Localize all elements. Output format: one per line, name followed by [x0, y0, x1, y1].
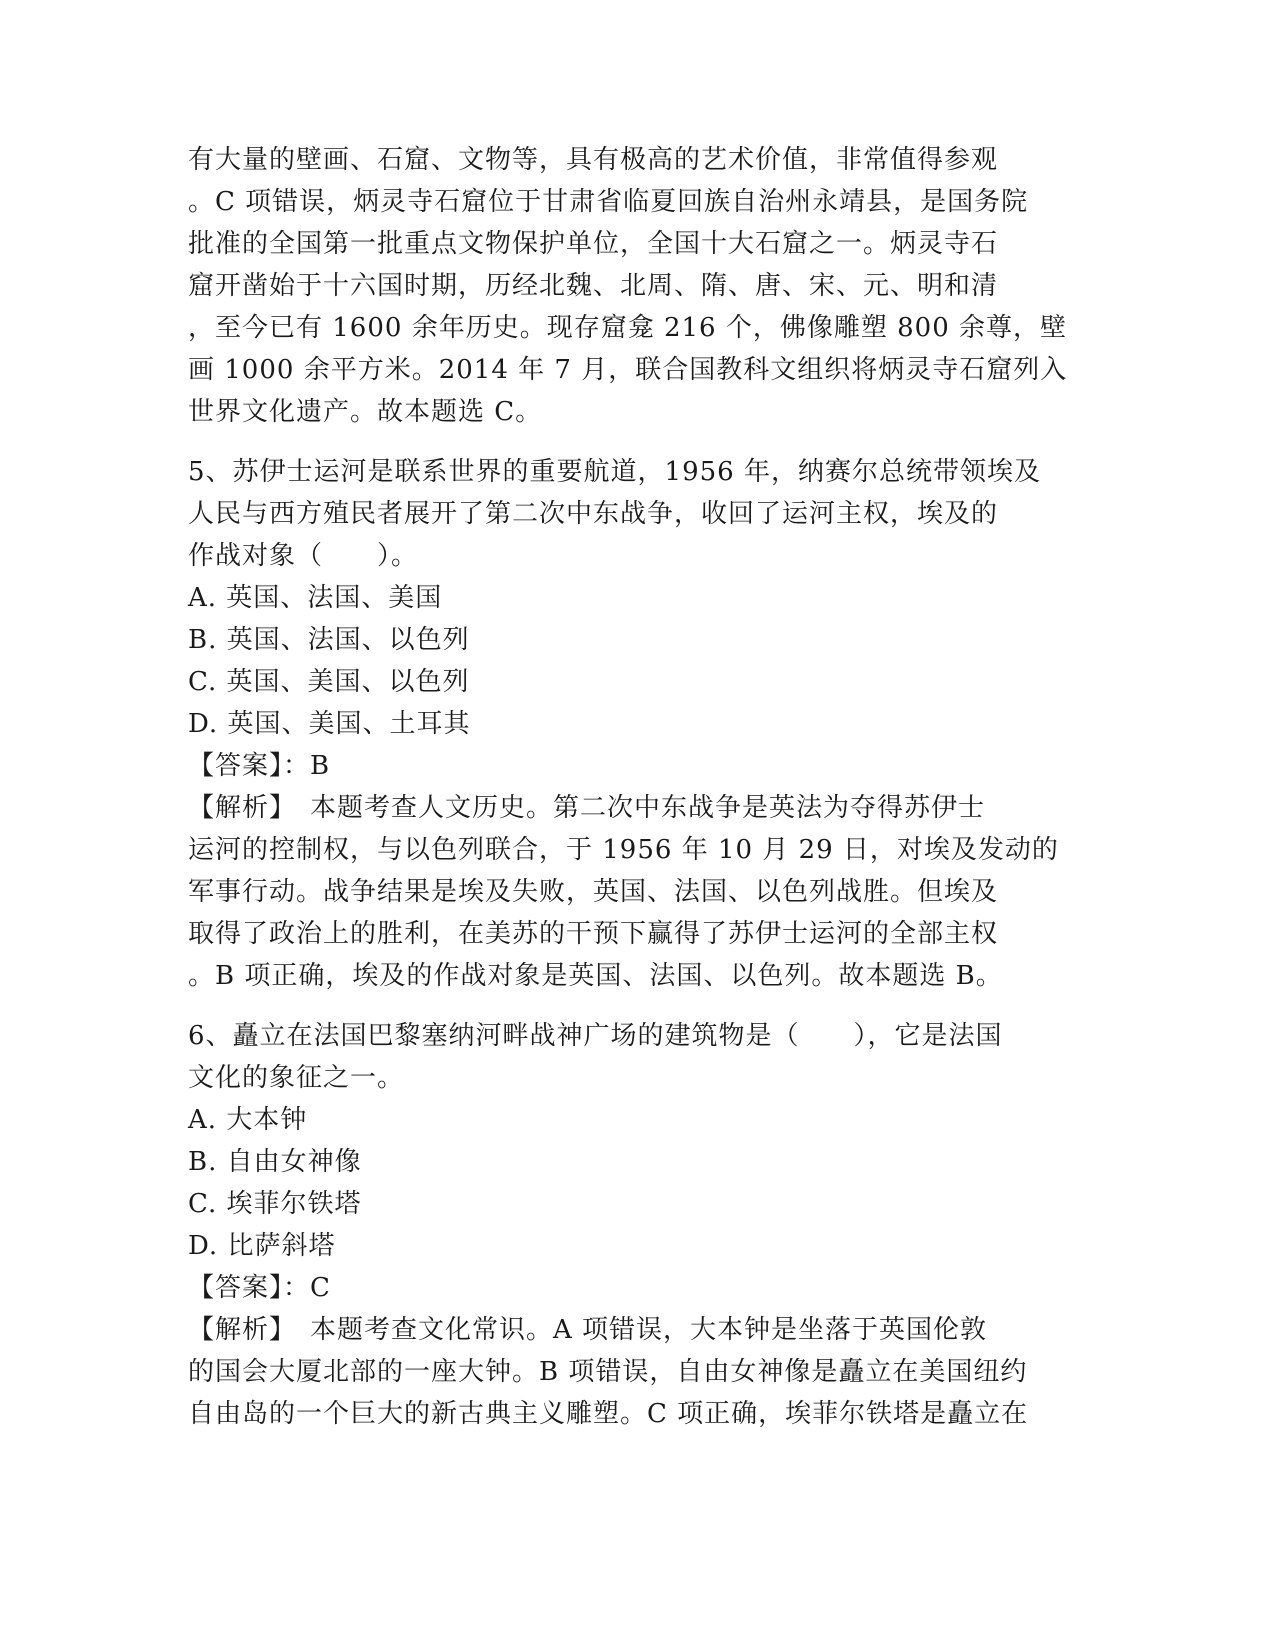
question-6-explanation: 【解析】 本题考查文化常识。A 项错误，大本钟是坐落于英国伦敦	[188, 1315, 988, 1345]
question-6-option-d: D. 比萨斜塔	[188, 1231, 336, 1261]
question-5-explanation: 运河的控制权，与以色列联合，于 1956 年 10 月 29 日，对埃及发动的	[188, 835, 1059, 865]
prev-explanation-line: 画 1000 余平方米。2014 年 7 月，联合国教科文组织将炳灵寺石窟列入	[188, 355, 1068, 385]
question-6-answer: 【答案】：C	[188, 1273, 331, 1303]
question-5-stem: 5、苏伊士运河是联系世界的重要航道，1956 年，纳赛尔总统带领埃及	[188, 457, 1041, 487]
prev-explanation-line: 世界文化遗产。故本题选 C。	[188, 397, 543, 427]
question-5-stem: 人民与西方殖民者展开了第二次中东战争，收回了运河主权，埃及的	[188, 499, 999, 529]
prev-explanation-line: 窟开凿始于十六国时期，历经北魏、北周、隋、唐、宋、元、明和清	[188, 271, 999, 301]
prev-explanation-line: 有大量的壁画、石窟、文物等，具有极高的艺术价值，非常值得参观	[188, 145, 999, 175]
question-5-answer: 【答案】：B	[188, 751, 331, 781]
prev-explanation-line: ，至今已有 1600 余年历史。现存窟龛 216 个，佛像雕塑 800 余尊，壁	[188, 313, 1068, 343]
question-6-option-c: C. 埃菲尔铁塔	[188, 1189, 362, 1219]
question-6-option-a: A. 大本钟	[188, 1105, 308, 1135]
question-5-explanation: 【解析】 本题考查人文历史。第二次中东战争是英法为夺得苏伊士	[188, 793, 986, 823]
question-5-option-c: C. 英国、美国、以色列	[188, 667, 470, 697]
question-6-explanation: 的国会大厦北部的一座大钟。B 项错误，自由女神像是矗立在美国纽约	[188, 1357, 1028, 1387]
question-6-stem: 6、矗立在法国巴黎塞纳河畔战神广场的建筑物是（ ），它是法国	[188, 1021, 1003, 1051]
question-5-explanation: 军事行动。战争结果是埃及失败，英国、法国、以色列战胜。但埃及	[188, 877, 999, 907]
question-5-explanation: 取得了政治上的胜利，在美苏的干预下赢得了苏伊士运河的全部主权	[188, 919, 999, 949]
question-5-stem: 作战对象（ ）。	[188, 541, 419, 571]
prev-explanation-line: 批准的全国第一批重点文物保护单位，全国十大石窟之一。炳灵寺石	[188, 229, 999, 259]
question-5-option-b: B. 英国、法国、以色列	[188, 625, 470, 655]
question-6-option-b: B. 自由女神像	[188, 1147, 362, 1177]
question-6-explanation: 自由岛的一个巨大的新古典主义雕塑。C 项正确，埃菲尔铁塔是矗立在	[188, 1399, 1029, 1429]
question-6-stem: 文化的象征之一。	[188, 1063, 405, 1093]
question-5-option-a: A. 英国、法国、美国	[188, 583, 443, 613]
prev-explanation-line: 。C 项错误，炳灵寺石窟位于甘肃省临夏回族自治州永靖县，是国务院	[188, 187, 1029, 217]
question-5-explanation: 。B 项正确，埃及的作战对象是英国、法国、以色列。故本题选 B。	[188, 961, 1003, 991]
question-5-option-d: D. 英国、美国、土耳其	[188, 709, 471, 739]
